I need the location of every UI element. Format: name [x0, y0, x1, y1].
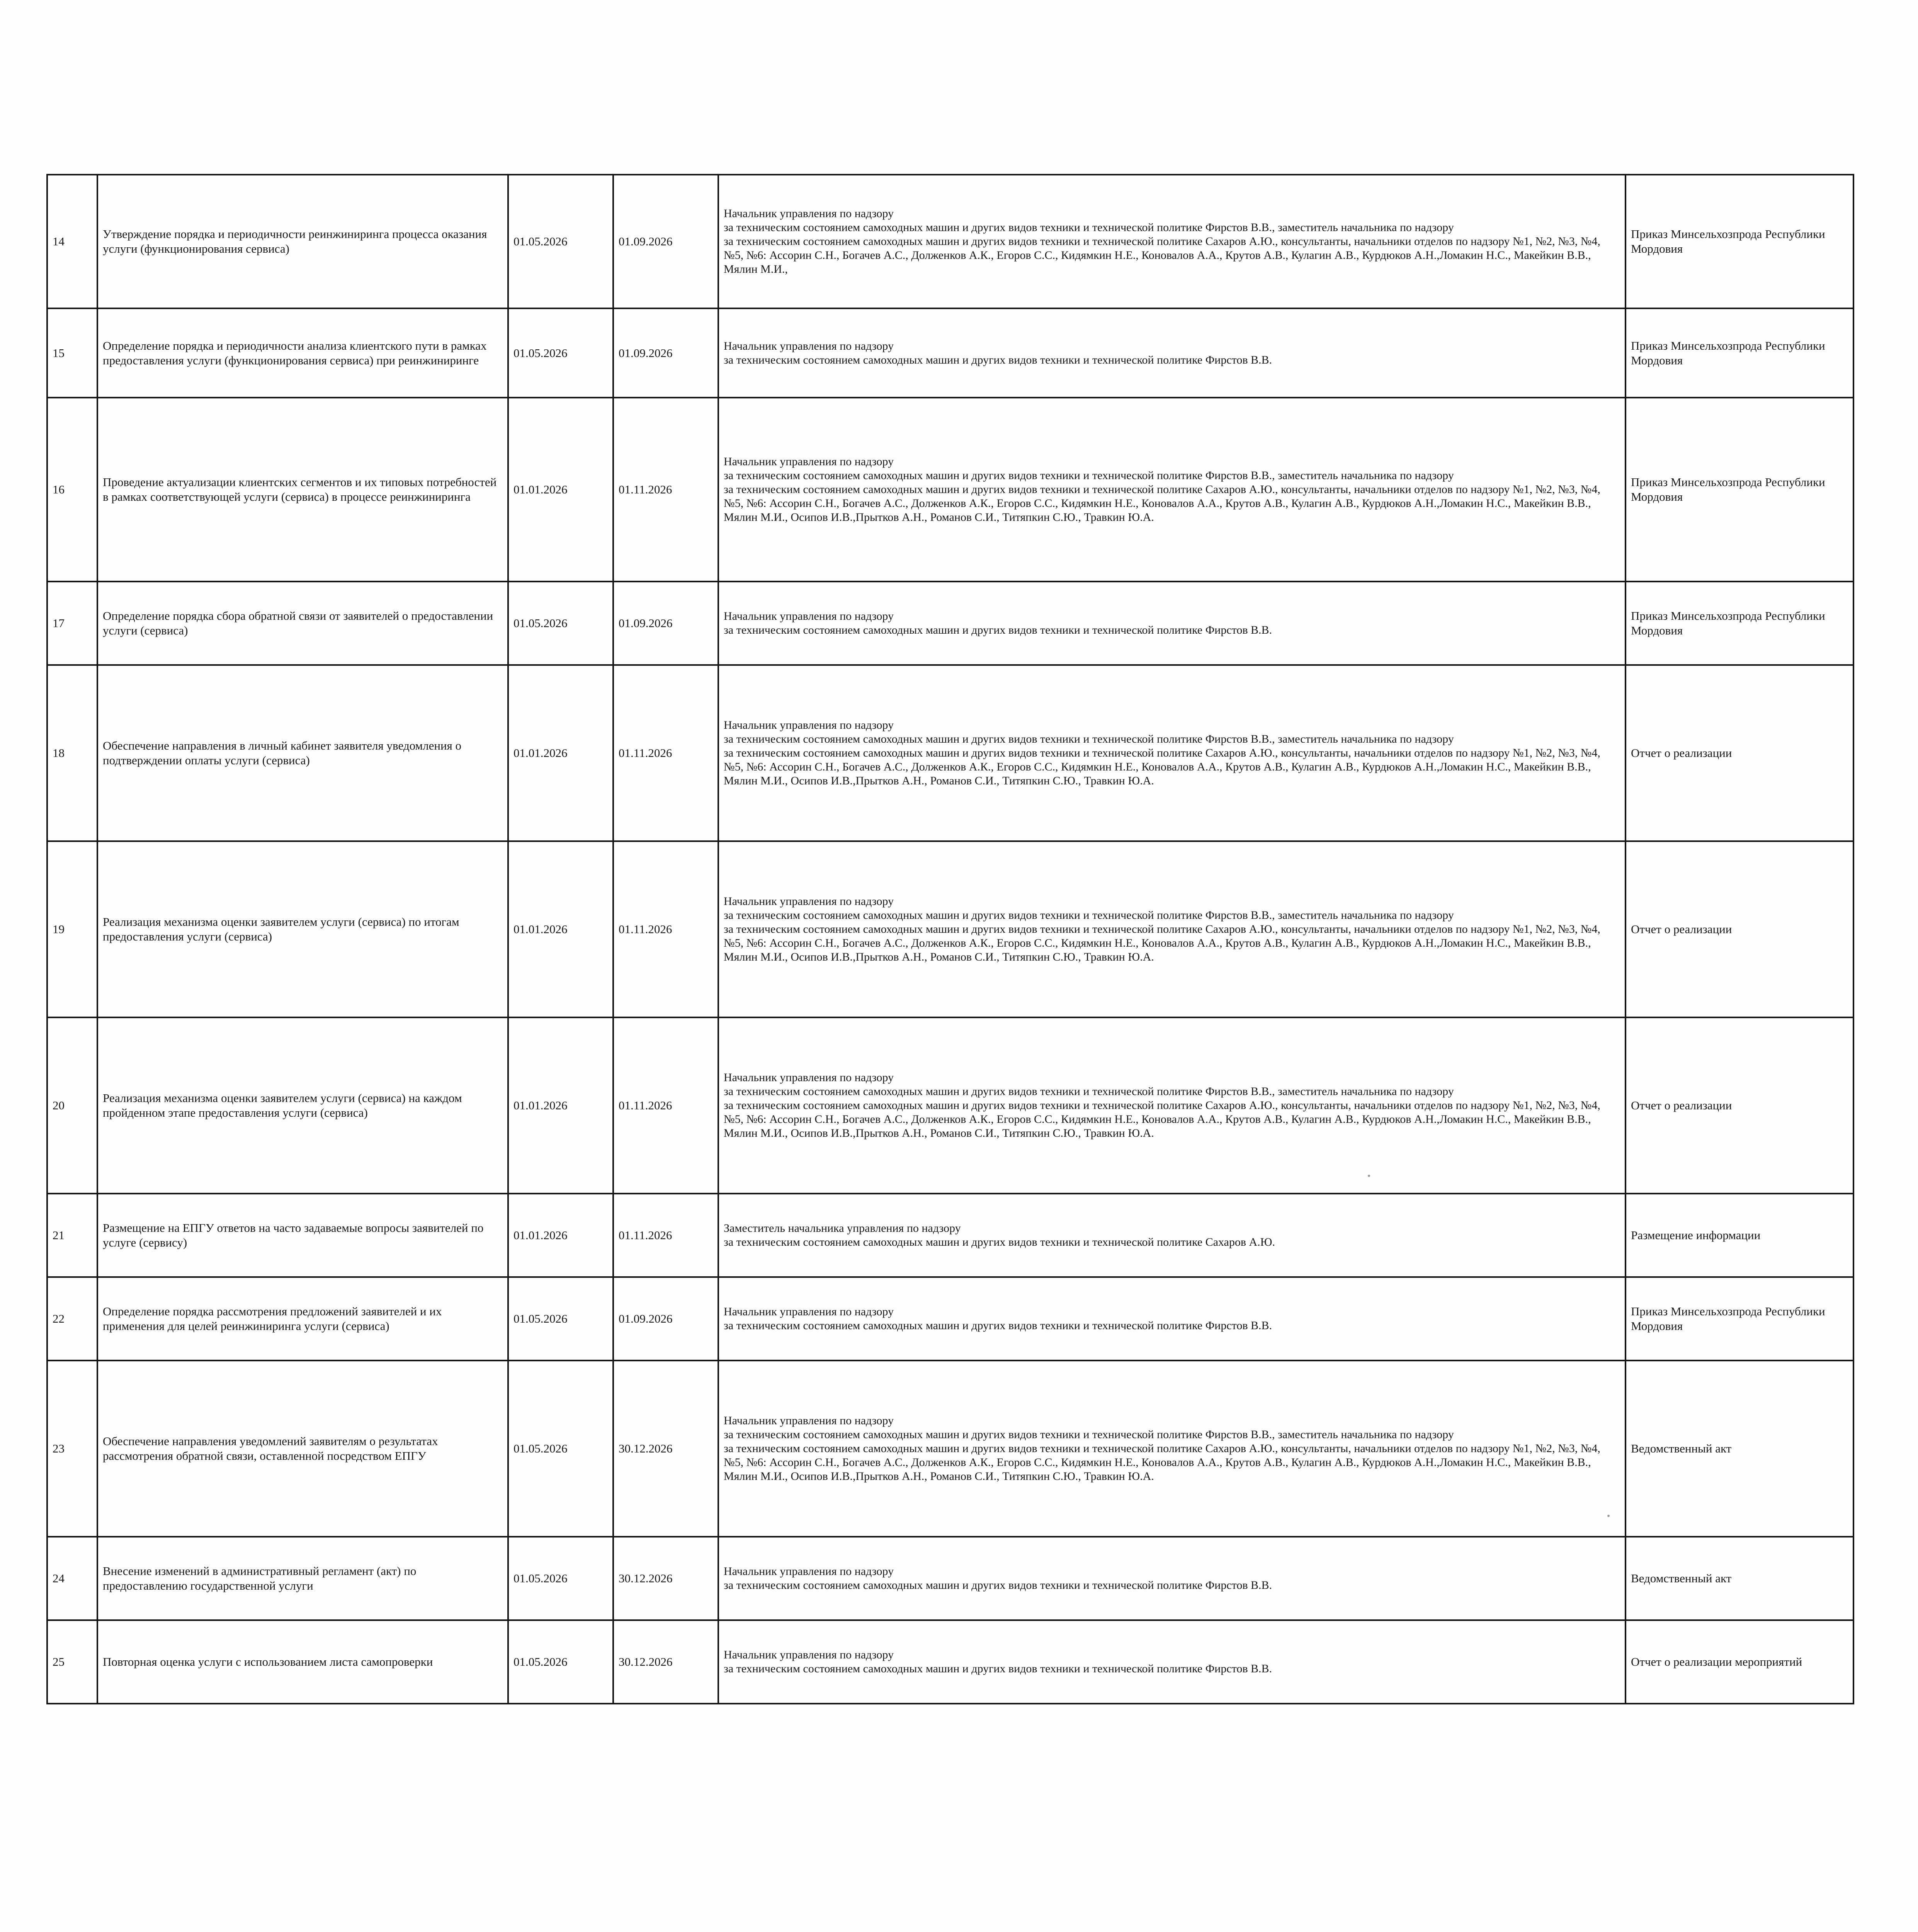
end-date: 01.09.2026	[613, 175, 718, 308]
end-date: 01.11.2026	[613, 841, 718, 1017]
responsible-persons: Заместитель начальника управления по надзору за техническим состоянием самоходных машин и других видов техники и технической политике Сахаров А.Ю.	[718, 1194, 1626, 1277]
responsible-persons: Начальник управления по надзору за техническим состоянием самоходных машин и других видов техники и технической политике Фирстов В.В.	[718, 1620, 1626, 1704]
table-row	[47, 308, 1853, 398]
activity-name: Внесение изменений в административный регламент (акт) по предоставлению государственной услуги	[97, 1537, 508, 1620]
activity-name: Обеспечение направления в личный кабинет заявителя уведомления о подтверждении оплаты услуги (сервиса)	[97, 665, 508, 841]
row-number: 19	[47, 841, 97, 1017]
start-date: 01.05.2026	[508, 1620, 613, 1704]
result-document: Приказ Минсельхозпрода Республики Мордовия	[1626, 1277, 1853, 1361]
row-number: 14	[47, 175, 97, 308]
plan-table	[46, 174, 1854, 1704]
result-document: Приказ Минсельхозпрода Республики Мордовия	[1626, 398, 1853, 582]
result-document: Отчет о реализации	[1626, 841, 1853, 1017]
row-number: 24	[47, 1537, 97, 1620]
scan-speck	[1368, 1175, 1370, 1177]
end-date: 01.09.2026	[613, 582, 718, 665]
table-row	[47, 841, 1853, 1017]
result-document: Отчет о реализации мероприятий	[1626, 1620, 1853, 1704]
start-date: 01.01.2026	[508, 841, 613, 1017]
activity-name: Определение порядка рассмотрения предложений заявителей и их применения для целей реинжиниринга услуги (сервиса)	[97, 1277, 508, 1361]
result-document: Отчет о реализации	[1626, 1017, 1853, 1194]
end-date: 01.11.2026	[613, 398, 718, 582]
row-number: 17	[47, 582, 97, 665]
end-date: 01.09.2026	[613, 1277, 718, 1361]
end-date: 01.09.2026	[613, 308, 718, 398]
scan-speck	[1607, 1515, 1610, 1517]
responsible-persons: Начальник управления по надзору за техническим состоянием самоходных машин и других видов техники и технической политике Фирстов В.В., заместитель начальника по надзору за техническим состоянием самоходных машин и других видов техники и технической политике Сахаров А.Ю., консультанты, начальники отделов по надзору №1, №2, №3, №4, №5, №6: Ассорин С.Н., Богачев А.С., Долженков А.К., Егоров С.С., Кидямкин Н.Е., Коновалов А.А., Крутов А.В., Кулагин А.В., Курдюков А.Н.,Ломакин Н.С., Макейкин В.В., Мялин М.И., Осипов И.В.,Прытков А.Н., Романов С.И., Титяпкин С.Ю., Травкин Ю.А.	[718, 1017, 1626, 1194]
table-row	[47, 1194, 1853, 1277]
end-date: 30.12.2026	[613, 1537, 718, 1620]
table-row	[47, 582, 1853, 665]
row-number: 23	[47, 1361, 97, 1537]
result-document: Размещение информации	[1626, 1194, 1853, 1277]
table-row	[47, 1361, 1853, 1537]
end-date: 01.11.2026	[613, 1017, 718, 1194]
row-number: 15	[47, 308, 97, 398]
start-date: 01.01.2026	[508, 1194, 613, 1277]
row-number: 18	[47, 665, 97, 841]
table-row	[47, 1537, 1853, 1620]
result-document: Ведомственный акт	[1626, 1361, 1853, 1537]
responsible-persons: Начальник управления по надзору за техническим состоянием самоходных машин и других видов техники и технической политике Фирстов В.В.	[718, 1537, 1626, 1620]
plan-table-body	[47, 175, 1853, 1704]
table-row	[47, 665, 1853, 841]
end-date: 01.11.2026	[613, 1194, 718, 1277]
result-document: Приказ Минсельхозпрода Республики Мордовия	[1626, 308, 1853, 398]
responsible-persons: Начальник управления по надзору за техническим состоянием самоходных машин и других видов техники и технической политике Фирстов В.В., заместитель начальника по надзору за техническим состоянием самоходных машин и других видов техники и технической политике Сахаров А.Ю., консультанты, начальники отделов по надзору №1, №2, №3, №4, №5, №6: Ассорин С.Н., Богачев А.С., Долженков А.К., Егоров С.С., Кидямкин Н.Е., Коновалов А.А., Крутов А.В., Кулагин А.В., Курдюков А.Н.,Ломакин Н.С., Макейкин В.В., Мялин М.И.,	[718, 175, 1626, 308]
start-date: 01.05.2026	[508, 1361, 613, 1537]
responsible-persons: Начальник управления по надзору за техническим состоянием самоходных машин и других видов техники и технической политике Фирстов В.В.	[718, 1277, 1626, 1361]
row-number: 25	[47, 1620, 97, 1704]
start-date: 01.05.2026	[508, 582, 613, 665]
responsible-persons: Начальник управления по надзору за техническим состоянием самоходных машин и других видов техники и технической политике Фирстов В.В., заместитель начальника по надзору за техническим состоянием самоходных машин и других видов техники и технической политике Сахаров А.Ю., консультанты, начальники отделов по надзору №1, №2, №3, №4, №5, №6: Ассорин С.Н., Богачев А.С., Долженков А.К., Егоров С.С., Кидямкин Н.Е., Коновалов А.А., Крутов А.В., Кулагин А.В., Курдюков А.Н.,Ломакин Н.С., Макейкин В.В., Мялин М.И., Осипов И.В.,Прытков А.Н., Романов С.И., Титяпкин С.Ю., Травкин Ю.А.	[718, 398, 1626, 582]
activity-name: Утверждение порядка и периодичности реинжиниринга процесса оказания услуги (функционирования сервиса)	[97, 175, 508, 308]
end-date: 01.11.2026	[613, 665, 718, 841]
table-row	[47, 1277, 1853, 1361]
result-document: Приказ Минсельхозпрода Республики Мордовия	[1626, 582, 1853, 665]
activity-name: Определение порядка и периодичности анализа клиентского пути в рамках предоставления услуги (функционирования сервиса) при реинжиниринге	[97, 308, 508, 398]
activity-name: Реализация механизма оценки заявителем услуги (сервиса) на каждом пройденном этапе предоставления услуги (сервиса)	[97, 1017, 508, 1194]
activity-name: Проведение актуализации клиентских сегментов и их типовых потребностей в рамках соответствующей услуги (сервиса) в процессе реинжиниринга	[97, 398, 508, 582]
start-date: 01.05.2026	[508, 1537, 613, 1620]
table-row	[47, 1620, 1853, 1704]
row-number: 22	[47, 1277, 97, 1361]
result-document: Приказ Минсельхозпрода Республики Мордовия	[1626, 175, 1853, 308]
row-number: 16	[47, 398, 97, 582]
row-number: 21	[47, 1194, 97, 1277]
result-document: Отчет о реализации	[1626, 665, 1853, 841]
start-date: 01.01.2026	[508, 665, 613, 841]
table-row	[47, 1017, 1853, 1194]
activity-name: Определение порядка сбора обратной связи от заявителей о предоставлении услуги (сервиса)	[97, 582, 508, 665]
activity-name: Реализация механизма оценки заявителем услуги (сервиса) по итогам предоставления услуги (сервиса)	[97, 841, 508, 1017]
responsible-persons: Начальник управления по надзору за техническим состоянием самоходных машин и других видов техники и технической политике Фирстов В.В.	[718, 308, 1626, 398]
start-date: 01.05.2026	[508, 308, 613, 398]
table-row	[47, 398, 1853, 582]
table-row	[47, 175, 1853, 308]
end-date: 30.12.2026	[613, 1361, 718, 1537]
start-date: 01.05.2026	[508, 1277, 613, 1361]
responsible-persons: Начальник управления по надзору за техническим состоянием самоходных машин и других видов техники и технической политике Фирстов В.В., заместитель начальника по надзору за техническим состоянием самоходных машин и других видов техники и технической политике Сахаров А.Ю., консультанты, начальники отделов по надзору №1, №2, №3, №4, №5, №6: Ассорин С.Н., Богачев А.С., Долженков А.К., Егоров С.С., Кидямкин Н.Е., Коновалов А.А., Крутов А.В., Кулагин А.В., Курдюков А.Н.,Ломакин Н.С., Макейкин В.В., Мялин М.И., Осипов И.В.,Прытков А.Н., Романов С.И., Титяпкин С.Ю., Травкин Ю.А.	[718, 841, 1626, 1017]
responsible-persons: Начальник управления по надзору за техническим состоянием самоходных машин и других видов техники и технической политике Фирстов В.В., заместитель начальника по надзору за техническим состоянием самоходных машин и других видов техники и технической политике Сахаров А.Ю., консультанты, начальники отделов по надзору №1, №2, №3, №4, №5, №6: Ассорин С.Н., Богачев А.С., Долженков А.К., Егоров С.С., Кидямкин Н.Е., Коновалов А.А., Крутов А.В., Кулагин А.В., Курдюков А.Н.,Ломакин Н.С., Макейкин В.В., Мялин М.И., Осипов И.В.,Прытков А.Н., Романов С.И., Титяпкин С.Ю., Травкин Ю.А.	[718, 1361, 1626, 1537]
activity-name: Повторная оценка услуги с использованием листа самопроверки	[97, 1620, 508, 1704]
start-date: 01.01.2026	[508, 398, 613, 582]
start-date: 01.05.2026	[508, 175, 613, 308]
activity-name: Обеспечение направления уведомлений заявителям о результатах рассмотрения обратной связи, оставленной посредством ЕПГУ	[97, 1361, 508, 1537]
result-document: Ведомственный акт	[1626, 1537, 1853, 1620]
end-date: 30.12.2026	[613, 1620, 718, 1704]
start-date: 01.01.2026	[508, 1017, 613, 1194]
responsible-persons: Начальник управления по надзору за техническим состоянием самоходных машин и других видов техники и технической политике Фирстов В.В.	[718, 582, 1626, 665]
activity-name: Размещение на ЕПГУ ответов на часто задаваемые вопросы заявителей по услуге (сервису)	[97, 1194, 508, 1277]
row-number: 20	[47, 1017, 97, 1194]
responsible-persons: Начальник управления по надзору за техническим состоянием самоходных машин и других видов техники и технической политике Фирстов В.В., заместитель начальника по надзору за техническим состоянием самоходных машин и других видов техники и технической политике Сахаров А.Ю., консультанты, начальники отделов по надзору №1, №2, №3, №4, №5, №6: Ассорин С.Н., Богачев А.С., Долженков А.К., Егоров С.С., Кидямкин Н.Е., Коновалов А.А., Крутов А.В., Кулагин А.В., Курдюков А.Н.,Ломакин Н.С., Макейкин В.В., Мялин М.И., Осипов И.В.,Прытков А.Н., Романов С.И., Титяпкин С.Ю., Травкин Ю.А.	[718, 665, 1626, 841]
